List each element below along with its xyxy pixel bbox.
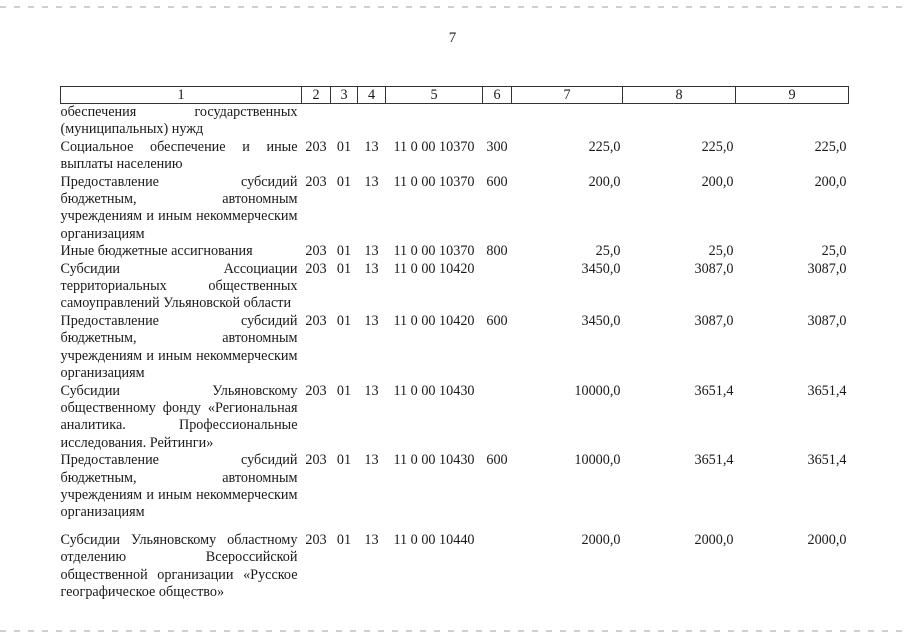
subsection-code: 13 [364, 243, 379, 260]
table-row [61, 313, 849, 383]
ministry-code: 203 [305, 531, 327, 548]
section-code: 01 [336, 243, 352, 260]
item-name: Субсидии Ульяновскому областному отделению Всероссийской общественной организации «Русское географическое общество» [60, 531, 298, 600]
table-header-row [61, 87, 849, 104]
amount-col9: 2000,0 [807, 531, 847, 548]
scan-bottom-edge [0, 630, 905, 632]
table-row [61, 104, 849, 139]
subsection-code: 13 [364, 173, 379, 190]
section-code: 01 [336, 382, 352, 399]
amount-col8: 2000,0 [694, 531, 734, 548]
amount-col8: 200,0 [701, 173, 734, 190]
amount-col9: 200,0 [814, 173, 847, 190]
ministry-code: 203 [305, 173, 327, 190]
column-header: 2 [302, 87, 331, 104]
subsection-code: 13 [364, 452, 379, 469]
expense-type-code [483, 383, 512, 453]
target-article-code: 11 0 00 10370 [393, 138, 475, 155]
target-article-code: 11 0 00 10370 [393, 173, 475, 190]
table-row [61, 522, 849, 602]
amount-col7: 200,0 [588, 173, 621, 190]
ministry-code: 203 [305, 138, 327, 155]
target-article-code: 11 0 00 10430 [393, 382, 475, 399]
item-name: Субсидии Ульяновскому общественному фонду «Региональная аналитика. Профессиональные исследования. Рейтинги» [60, 382, 298, 451]
scan-top-edge [0, 6, 905, 8]
amount-col8: 3651,4 [694, 382, 734, 399]
table-row [61, 261, 849, 313]
amount-col9: 3651,4 [807, 382, 847, 399]
amount-col9 [736, 104, 849, 139]
expense-type-code [483, 522, 512, 602]
expense-type-code: 600 [486, 173, 508, 190]
amount-col8: 3087,0 [694, 312, 734, 329]
ministry-code: 203 [305, 452, 327, 469]
amount-col9: 225,0 [814, 138, 847, 155]
ministry-code: 203 [305, 382, 327, 399]
subsection-code: 13 [364, 260, 379, 277]
section-code: 01 [336, 173, 352, 190]
subsection-code [358, 104, 386, 139]
amount-col9: 3087,0 [807, 312, 847, 329]
target-article-code [386, 104, 483, 139]
section-code [331, 104, 358, 139]
amount-col7: 3450,0 [581, 312, 621, 329]
ministry-code: 203 [305, 260, 327, 277]
subsection-code: 13 [364, 382, 379, 399]
table-row [61, 243, 849, 260]
page-number: 7 [448, 30, 457, 46]
item-name: Иные бюджетные ассигнования [60, 243, 253, 260]
target-article-code: 11 0 00 10420 [393, 312, 475, 329]
table-row [61, 452, 849, 522]
expense-type-code: 600 [486, 452, 508, 469]
amount-col8: 225,0 [701, 138, 734, 155]
item-name: обеспечения государственных (муниципальных) нужд [60, 104, 298, 138]
section-code: 01 [336, 260, 352, 277]
target-article-code: 11 0 00 10420 [393, 260, 475, 277]
column-header: 8 [623, 87, 736, 104]
column-header: 6 [483, 87, 512, 104]
amount-col8: 3087,0 [694, 260, 734, 277]
expense-type-code: 800 [486, 243, 508, 260]
section-code: 01 [336, 138, 352, 155]
amount-col7: 225,0 [588, 138, 621, 155]
column-header: 3 [331, 87, 358, 104]
amount-col8: 3651,4 [694, 452, 734, 469]
column-header: 4 [358, 87, 386, 104]
expense-type-code [483, 261, 512, 313]
table-row [61, 383, 849, 453]
amount-col8: 25,0 [708, 243, 734, 260]
column-header: 9 [736, 87, 849, 104]
amount-col9: 3087,0 [807, 260, 847, 277]
amount-col7: 10000,0 [574, 382, 621, 399]
section-code: 01 [336, 312, 352, 329]
expense-type-code: 600 [486, 312, 508, 329]
target-article-code: 11 0 00 10440 [393, 531, 475, 548]
amount-col7: 10000,0 [574, 452, 621, 469]
target-article-code: 11 0 00 10370 [393, 243, 475, 260]
column-header: 7 [512, 87, 623, 104]
expense-type-code: 300 [486, 138, 508, 155]
amount-col7: 25,0 [595, 243, 621, 260]
subsection-code: 13 [364, 138, 379, 155]
ministry-code [302, 104, 331, 139]
subsection-code: 13 [364, 312, 379, 329]
amount-col9: 25,0 [821, 243, 847, 260]
amount-col9: 3651,4 [807, 452, 847, 469]
amount-col7: 3450,0 [581, 260, 621, 277]
target-article-code: 11 0 00 10430 [393, 452, 475, 469]
item-name: Предоставление субсидий бюджетным, автономным учреждениям и иным некоммерческим организациям [60, 173, 298, 242]
column-header: 5 [386, 87, 483, 104]
table-row [61, 174, 849, 244]
budget-table [60, 86, 849, 601]
item-name: Предоставление субсидий бюджетным, автономным учреждениям и иным некоммерческим организациям [60, 312, 298, 382]
section-code: 01 [336, 452, 352, 469]
expense-type-code [483, 104, 512, 139]
item-name: Социальное обеспечение и иные выплаты населению [60, 138, 298, 173]
subsection-code: 13 [364, 531, 379, 548]
column-header: 1 [61, 87, 302, 104]
ministry-code: 203 [305, 312, 327, 329]
ministry-code: 203 [305, 243, 327, 260]
table-row [61, 139, 849, 174]
item-name: Субсидии Ассоциации территориальных общественных самоуправлений Ульяновской области [60, 260, 298, 312]
amount-col7 [512, 104, 623, 139]
section-code: 01 [336, 531, 352, 548]
item-name: Предоставление субсидий бюджетным, автономным учреждениям и иным некоммерческим организациям [60, 452, 298, 521]
amount-col8 [623, 104, 736, 139]
amount-col7: 2000,0 [581, 531, 621, 548]
